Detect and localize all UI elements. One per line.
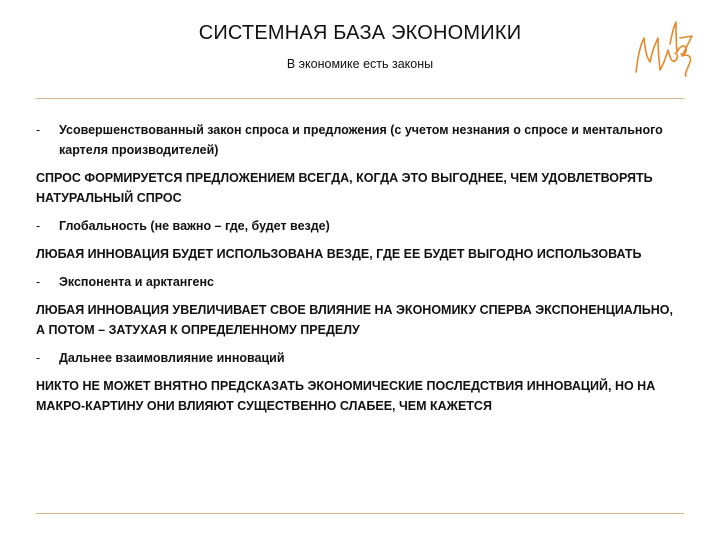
bullet-text: Усовершенствованный закон спроса и предложения (с учетом незнания о спросе и ментального картеля производителей)	[59, 123, 663, 157]
bullet-text: Глобальность (не важно – где, будет везде)	[59, 219, 330, 233]
bullet-dash: -	[36, 275, 41, 289]
list-item	[36, 272, 681, 292]
content-body	[36, 120, 681, 424]
list-item	[36, 120, 681, 160]
statement-text: ЛЮБАЯ ИННОВАЦИЯ БУДЕТ ИСПОЛЬЗОВАНА ВЕЗДЕ, ГДЕ ЕЕ БУДЕТ ВЫГОДНО ИСПОЛЬЗОВАТЬ	[36, 247, 642, 261]
statement-text: ЛЮБАЯ ИННОВАЦИЯ УВЕЛИЧИВАЕТ СВОЕ ВЛИЯНИЕ НА ЭКОНОМИКУ СПЕРВА ЭКСПОНЕНЦИАЛЬНО, А ПОТОМ – ЗАТУХАЯ К ОПРЕДЕЛЕННОМУ ПРЕДЕЛУ	[36, 303, 673, 337]
list-item	[36, 348, 681, 368]
page-title: СИСТЕМНАЯ БАЗА ЭКОНОМИКИ	[198, 22, 522, 44]
statement-text: НИКТО НЕ МОЖЕТ ВНЯТНО ПРЕДСКАЗАТЬ ЭКОНОМИЧЕСКИЕ ПОСЛЕДСТВИЯ ИННОВАЦИЙ, НО НА МАКРО-КАРТИНУ ОНИ ВЛИЯЮТ СУЩЕСТВЕННО СЛАБЕЕ, ЧЕМ КАЖЕТСЯ	[36, 379, 656, 413]
footer-divider	[36, 513, 684, 514]
bullet-dash: -	[36, 123, 41, 137]
header-divider	[36, 98, 684, 99]
statement-text: СПРОС ФОРМИРУЕТСЯ ПРЕДЛОЖЕНИЕМ ВСЕГДА, КОГДА ЭТО ВЫГОДНЕЕ, ЧЕМ УДОВЛЕТВОРЯТЬ НАТУРАЛЬНЫЙ СПРОС	[36, 171, 653, 205]
list-item	[36, 216, 681, 236]
page-subtitle: В экономике есть законы	[286, 57, 434, 71]
bullet-text: Экспонента и арктангенс	[59, 275, 215, 289]
signature-logo-icon	[630, 16, 696, 78]
bullet-text: Дальнее взаимовлияние инноваций	[59, 351, 285, 365]
bullet-dash: -	[36, 219, 41, 233]
bullet-dash: -	[36, 351, 41, 365]
